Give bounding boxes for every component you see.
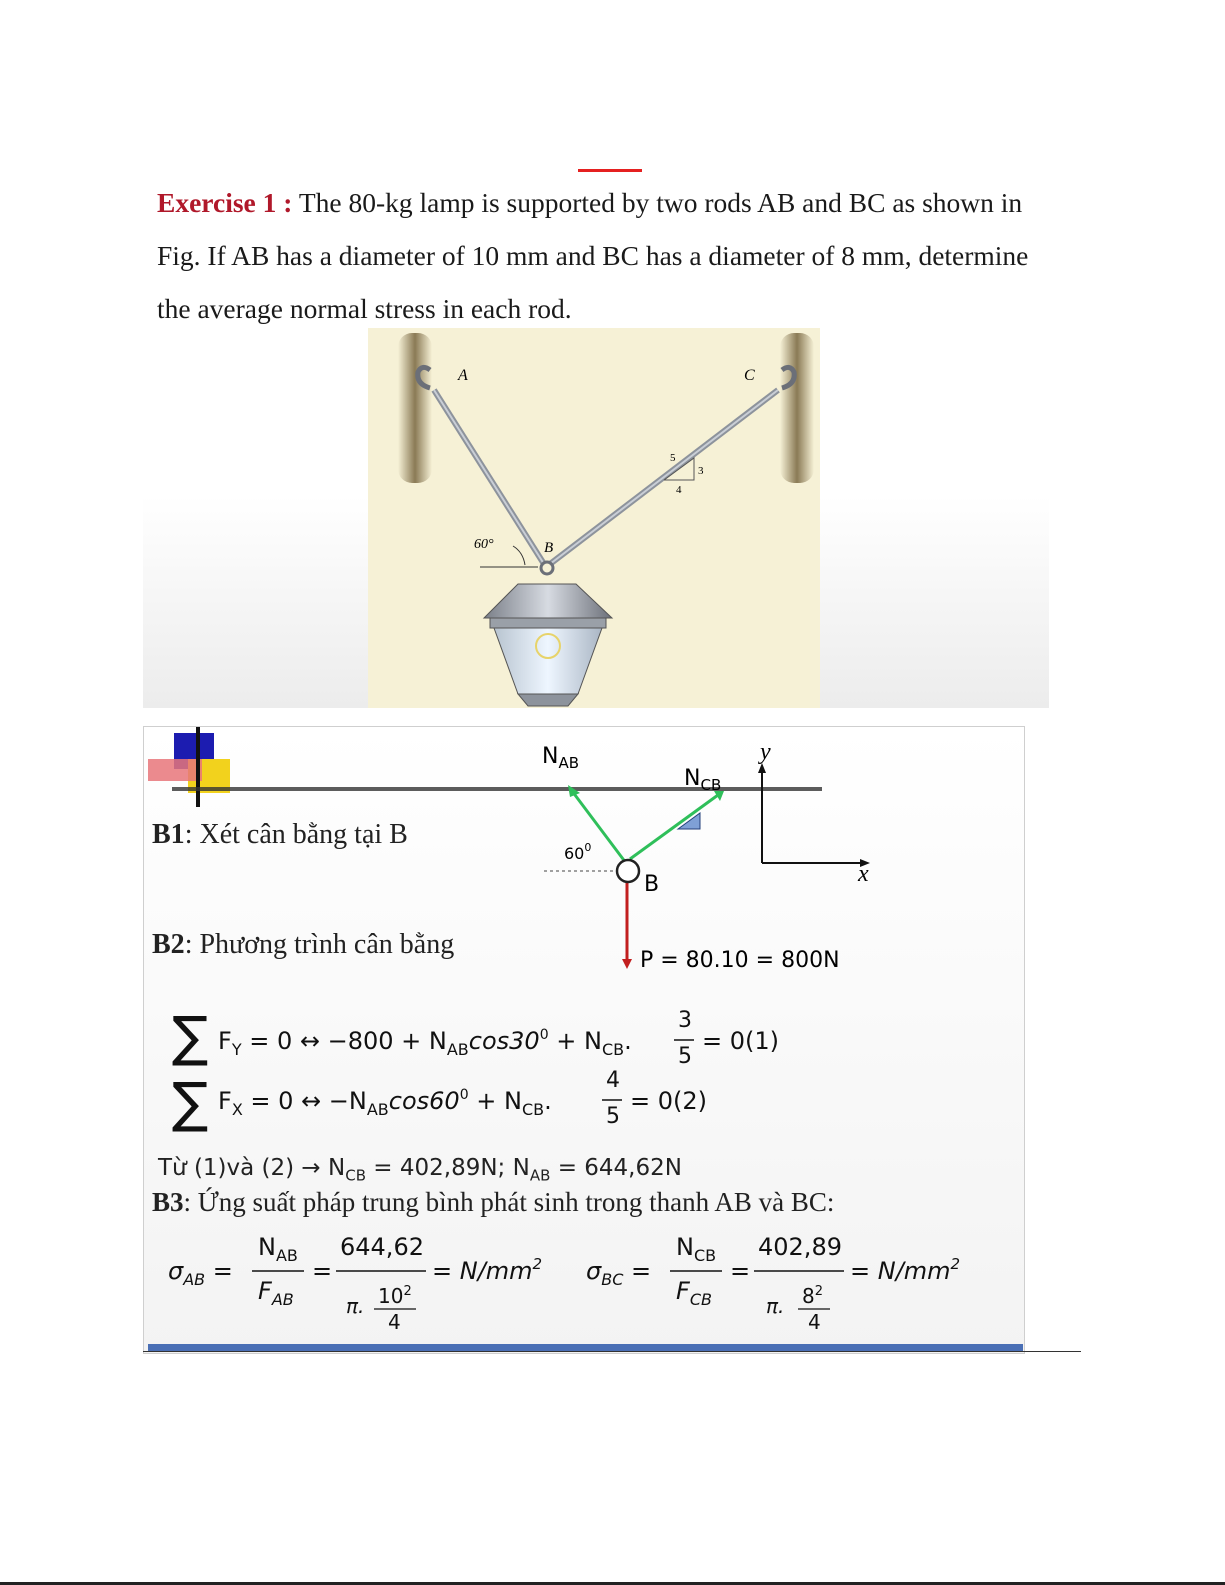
step-b3 — [152, 1187, 834, 1218]
eq2-den: 5 — [606, 1104, 620, 1129]
sigma-bc: $\sigma_{BC}$ = — [586, 1257, 652, 1289]
step-b1 — [152, 819, 408, 851]
axis-x-label: x — [858, 861, 869, 883]
exercise-statement — [157, 176, 1037, 335]
sum-icon: ∑ — [172, 1005, 209, 1068]
sigma-bc-unit: = $N/mm^2$ — [850, 1255, 961, 1285]
angle-arc — [513, 546, 525, 565]
sigma-ab-den: $F_{AB}$ — [258, 1277, 294, 1309]
lamp-figure-svg — [368, 328, 820, 708]
eq1-den: 5 — [678, 1044, 692, 1069]
step-b3-text: : Ứng suất pháp trung bình phát sinh trong thanh AB và BC: — [183, 1187, 835, 1217]
sigma-ab-unit: = $N/mm^2$ — [432, 1255, 543, 1285]
n-cb-vector — [630, 795, 718, 859]
step-b2-text: : Phương trình cân bằng — [184, 929, 455, 960]
axes-diagram — [744, 733, 874, 883]
lamp-figure — [368, 328, 820, 708]
label-a: A — [458, 367, 468, 384]
step-b2 — [152, 929, 454, 961]
sigma-ab: $\sigma_{AB}$ = — [168, 1257, 233, 1289]
angle-60: 60° — [474, 537, 494, 552]
horizontal-rule — [143, 1351, 1081, 1352]
sigma-bc-d2: $8^2$ — [802, 1284, 824, 1308]
slope-triangle — [664, 458, 694, 480]
stress-formulas — [154, 1227, 1014, 1337]
eq1: $F_Y = 0$ ↔ $-800 + N_{AB}\cos 30^0 + N_{CB}$. — [218, 1027, 632, 1059]
sigma-bc-pi: π. — [766, 1294, 785, 1318]
exercise-panel — [143, 176, 1049, 708]
node-b — [617, 860, 639, 882]
step-b2-label: B2 — [152, 929, 185, 960]
eq1-num: 3 — [678, 1008, 692, 1033]
svg-text:=: = — [730, 1257, 751, 1285]
eq2-tail: = 0(2) — [630, 1087, 708, 1115]
axis-y-label: y — [760, 739, 771, 765]
sigma-bc-value: 402,89 — [758, 1233, 842, 1261]
eq2: $F_X = 0$ ↔ $-N_{AB}\cos 60^0 + N_{CB}$. — [218, 1087, 552, 1119]
step-b1-label: B1 — [152, 819, 185, 850]
left-wall — [398, 333, 432, 483]
equilibrium-equations — [164, 1003, 864, 1143]
solution-panel — [143, 726, 1025, 1354]
lamp-glass — [494, 628, 602, 694]
sigma-ab-num: $N_{AB}$ — [258, 1233, 298, 1265]
eq2-num: 4 — [606, 1068, 620, 1093]
slope-run: 4 — [676, 484, 682, 496]
exercise-label: Exercise 1 : — [157, 187, 293, 218]
label-node-b: B — [644, 872, 660, 897]
label-n-ab: $N_{AB}$ — [542, 744, 580, 772]
label-n-cb: $N_{CB}$ — [684, 766, 722, 794]
sigma-ab-pi: π. — [346, 1294, 365, 1318]
exercise-text: The 80-kg lamp is supported by two rods AB and BC as shown in Fig. If AB has a diameter of 10 mm and BC has a diameter of 8 mm, determine the average normal stress in each rod. — [157, 187, 1029, 324]
sigma-bc-num: $N_{CB}$ — [676, 1233, 717, 1265]
label-fbd-angle: $60^0$ — [564, 841, 592, 863]
sigma-ab-value: 644,62 — [340, 1233, 424, 1261]
label-b: B — [544, 540, 554, 556]
sigma-bc-four: 4 — [808, 1310, 821, 1334]
red-underline-mark — [578, 169, 642, 172]
ring-b — [541, 562, 553, 574]
slide-bottom-bar — [148, 1344, 1023, 1351]
label-weight: P = 80.10 = 800N — [640, 948, 840, 973]
step-b3-label: B3 — [152, 1187, 184, 1217]
sigma-bc-den: $F_{CB}$ — [676, 1277, 712, 1309]
svg-text:=: = — [312, 1257, 333, 1285]
label-c: C — [744, 367, 755, 384]
slope-rise: 3 — [698, 465, 704, 477]
lamp-roof — [484, 584, 612, 618]
slope-hyp: 5 — [670, 452, 676, 464]
eq1-tail: = 0(1) — [702, 1027, 780, 1055]
result-line: Từ (1)và $(2) \to N_{CB} = 402,89N$; $N_{AB} = 644,62N$ — [158, 1155, 682, 1185]
sigma-ab-d2: $10^2$ — [378, 1284, 412, 1308]
step-b1-text: : Xét cân bằng tại B — [184, 819, 408, 850]
sum-icon: ∑ — [172, 1071, 209, 1134]
sigma-ab-four: 4 — [388, 1310, 401, 1334]
right-wall — [780, 333, 814, 483]
